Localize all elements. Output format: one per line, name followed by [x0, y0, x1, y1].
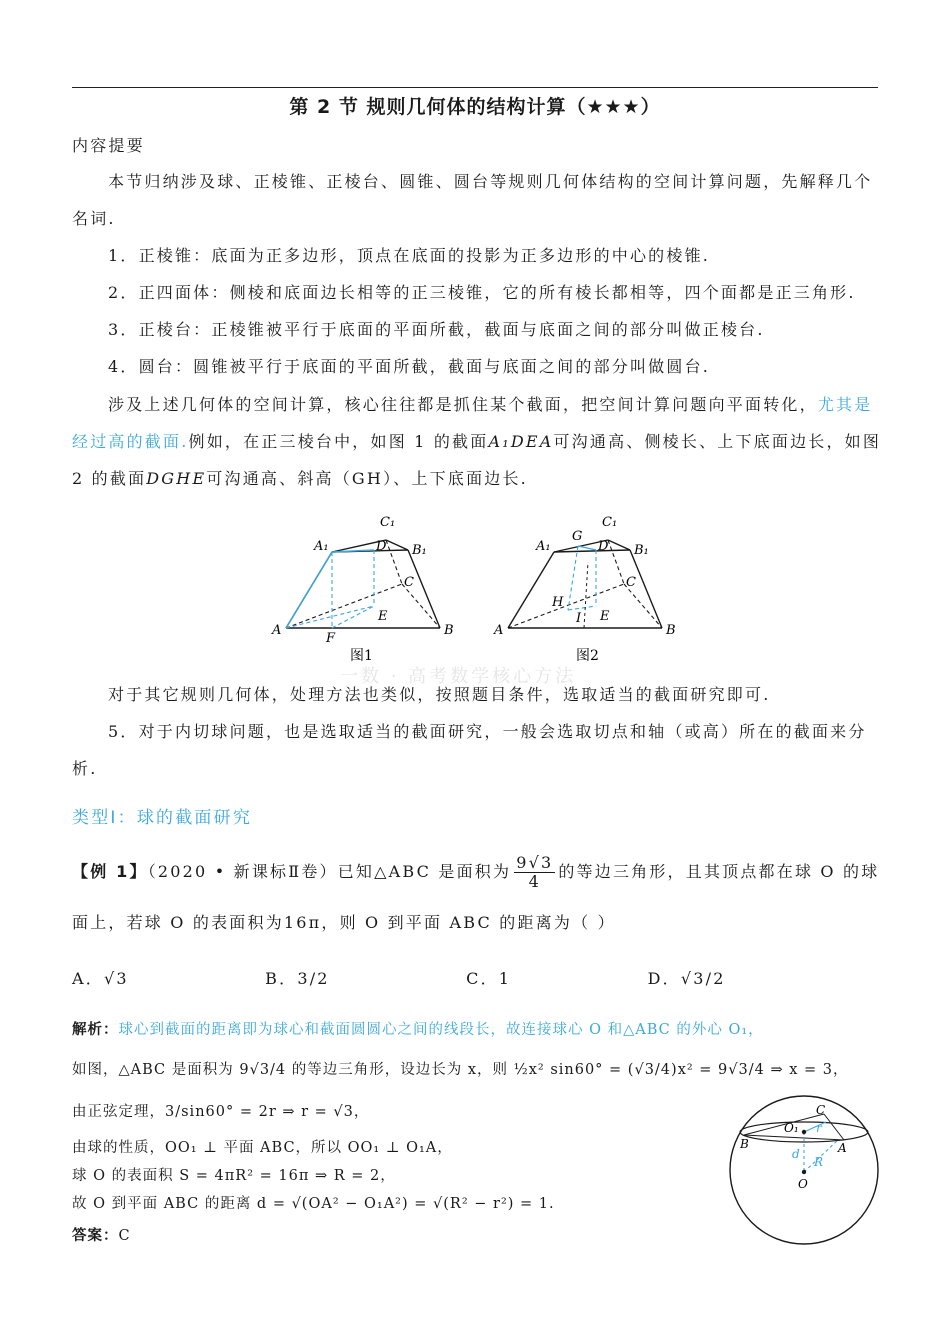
solution-line-3: 由球的性质，OO₁ ⊥ 平面 ABC，所以 OO₁ ⊥ O₁A， [72, 1140, 453, 1156]
answer-label: 答案： [72, 1228, 119, 1244]
fig2-label-c1: C₁ [602, 515, 618, 530]
definition-4: 4．圆台：圆锥被平行于底面的平面所截，截面与底面之间的部分叫做圆台. [108, 357, 711, 376]
frustum-figures [270, 510, 690, 670]
fig1-label-a: A [272, 623, 282, 638]
answer-line [72, 1224, 131, 1245]
figure-1 [271, 515, 454, 664]
fig1-label-a1: A₁ [314, 539, 329, 554]
other-geometry-paragraph: 对于其它规则几何体，处理方法也类似，按照题目条件，选取适当的截面研究即可. [108, 685, 771, 704]
definition-3: 3．正棱台：正棱锥被平行于底面的平面所截，截面与底面之间的部分叫做正棱台. [108, 320, 765, 339]
fig1-label-b1: B₁ [412, 543, 427, 558]
sphere-label-o1: O₁ [784, 1121, 799, 1135]
fig2-label-e: E [600, 609, 610, 624]
sphere-label-a: A [838, 1141, 847, 1155]
fig1-label-b: B [444, 623, 454, 638]
definition-2: 2．正四面体：侧棱和底面边长相等的正三棱锥，它的所有棱长都相等，四个面都是正三角形. [108, 283, 856, 302]
sphere-label-r-big: R [814, 1155, 824, 1169]
fig1-label-d: D [376, 539, 387, 554]
fig1-label-c: C [404, 575, 414, 590]
key-text-highlight: 尤其是经过高的截面. [72, 395, 873, 451]
section-name-2: DGHE [146, 469, 207, 488]
example-text-1: 已知△ABC 是面积为 [337, 862, 512, 881]
key-text-after2: 可沟通高、侧棱长、上下底面边长，如图 2 的截面 [72, 432, 882, 488]
sphere-label-r-small: r [816, 1121, 822, 1135]
key-text-before: 涉及上述几何体的空间计算，核心往往都是抓住某个截面，把空间计算问题向平面转化， [108, 395, 818, 414]
fig1-label-c1: C₁ [380, 515, 396, 530]
fig2-caption: 图2 [576, 648, 599, 664]
sphere-label-b: B [740, 1137, 749, 1151]
solution-line-2: 由正弦定理，3/sin60° = 2r ⇒ r = √3， [72, 1104, 370, 1120]
area-numerator: 9√3 [516, 853, 554, 873]
example-label: 【例 1】 [72, 862, 148, 881]
page-title: 第 2 节 规则几何体的结构计算（★★★） [289, 96, 661, 118]
figure-2 [493, 515, 676, 664]
key-text-after3: 可沟通高、斜高（GH）、上下底面边长. [206, 469, 528, 488]
example-options [72, 958, 882, 1000]
option-d: D．√3/2 [647, 969, 726, 988]
area-denominator: 4 [528, 872, 541, 891]
key-paragraph [72, 386, 882, 497]
fig1-caption: 图1 [350, 648, 373, 664]
fig2-label-a1: A₁ [536, 539, 551, 554]
solution-line-4: 球 O 的表面积 S = 4πR² = 16π ⇒ R = 2， [72, 1168, 396, 1184]
type-heading: 类型Ⅰ：球的截面研究 [72, 808, 253, 828]
fig1-label-e: E [378, 609, 388, 624]
fig2-label-h: H [552, 595, 564, 610]
fig2-label-i: I [576, 611, 582, 626]
sphere-label-d: d [792, 1147, 800, 1161]
definition-1: 1．正棱锥：底面为正多边形，顶点在底面的投影为正多边形的中心的棱锥. [108, 246, 711, 265]
intro-paragraph: 本节归纳涉及球、正棱锥、正棱台、圆锥、圆台等规则几何体结构的空间计算问题，先解释几个名词. [72, 172, 873, 228]
solution-line-0 [72, 1018, 764, 1039]
example-1-line-1 [72, 848, 882, 896]
area-fraction [514, 854, 555, 890]
fig1-label-f: F [326, 631, 336, 646]
section-heading: 内容提要 [72, 136, 145, 155]
fig2-label-b: B [666, 623, 676, 638]
section-name-1: A₁DEA [488, 432, 554, 451]
example-source: （2020 • 新课标Ⅱ卷） [147, 862, 338, 881]
fig2-label-g: G [572, 529, 583, 544]
watermark: 一数 · 高考数学核心方法 [340, 666, 577, 687]
fig2-label-d: D [598, 539, 609, 554]
answer-value: C [118, 1228, 131, 1244]
option-a: A．√3 [72, 969, 129, 988]
option-b: B．3/2 [265, 969, 330, 988]
solution-line-5: 故 O 到平面 ABC 的距离 d = √(OA² − O₁A²) = √(R² − r²) = 1. [72, 1196, 555, 1212]
solution-line-1: 如图，△ABC 是面积为 9√3/4 的等边三角形，设边长为 x，则 ½x² sin60° = (√3/4)x² = 9√3/4 ⇒ x = 3， [72, 1062, 849, 1078]
solution-label: 解析： [72, 1022, 119, 1038]
key-text-after1: 例如，在正三棱台中，如图 1 的截面 [188, 432, 489, 451]
item-5: 5．对于内切球问题，也是选取适当的截面研究，一般会选取切点和轴（或高）所在的截面来分析. [72, 722, 867, 778]
header-rule [72, 87, 878, 88]
sphere-diagram [726, 1092, 882, 1248]
example-text-2: 的等边三角形，且其顶点都在球 O 的球 [558, 862, 880, 881]
fig2-label-a: A [494, 623, 504, 638]
option-c: C．1 [466, 969, 512, 988]
fig2-label-b1: B₁ [634, 543, 649, 558]
solution-blue-text: 球心到截面的距离即为球心和截面圆圆心之间的线段长，故连接球心 O 和△ABC 的外心 O₁， [118, 1022, 764, 1038]
sphere-label-o: O [798, 1177, 808, 1191]
fig2-label-c: C [626, 575, 636, 590]
sphere-label-c: C [816, 1103, 826, 1117]
example-1-line-2: 面上，若球 O 的表面积为16π，则 O 到平面 ABC 的距离为（ ） [72, 913, 616, 932]
